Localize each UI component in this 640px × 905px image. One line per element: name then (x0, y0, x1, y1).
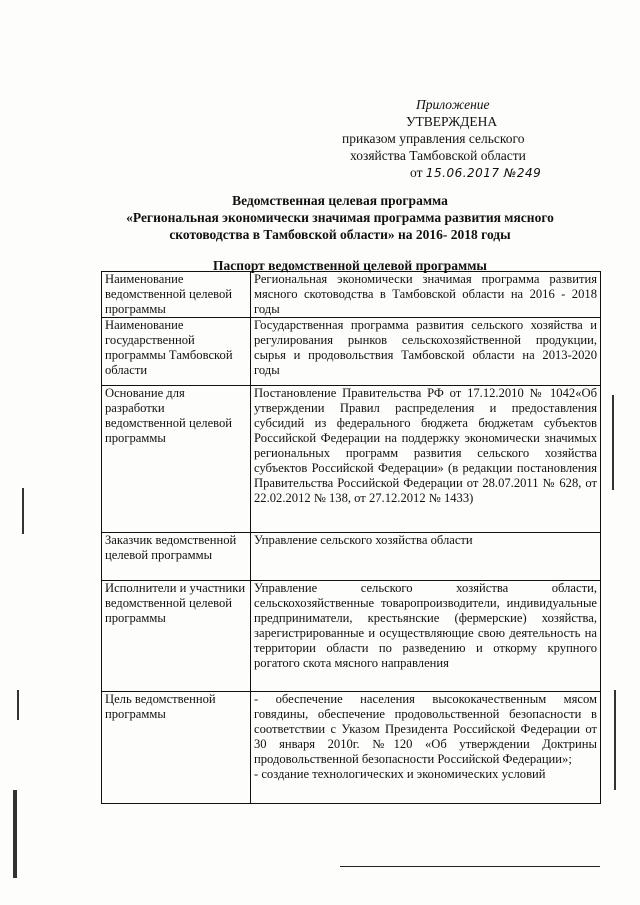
scan-mark (13, 790, 17, 878)
passport-heading: Паспорт ведомственной целевой программы (213, 258, 487, 273)
row-value (251, 692, 601, 804)
goal-bullet-1: - обеспечение населения высококачественным мясом говядины, обеспечение продовольственной безопасности в соответствии с Указом Президента Российской Федерации от 30 января 2010г. №120 «Об утверждении Доктрины продовольственной безопасности Российской Федерации»; (254, 692, 597, 766)
title-line-3: скотоводства в Тамбовской области» на 2016- 2018 годы (169, 227, 511, 242)
row-value: Региональная экономически значимая программа развития мясного скотоводства в Тамбовской области на 2016 - 2018 годы (251, 272, 601, 318)
date-prefix: от (410, 165, 423, 180)
bottom-rule (340, 866, 600, 867)
row-value: Постановление Правительства РФ от 17.12.2010 № 1042«Об утверждении Правил распределения и предоставления субсидий из федерального бюджета бюджетам субъектов Российской Федерации на поддержку экономически значимых региональных программ развития сельского хозяйства субъектов Российской Федерации» (в редакции постановления Правительства Российской Федерации от 28.07.2011 № 628, от 22.02.2012 № 138, от 27.12.2012 № 1433) (251, 386, 601, 533)
table-row (102, 272, 601, 318)
approved-label: УТВЕРЖДЕНА (406, 114, 498, 129)
passport-table (101, 271, 601, 804)
title-line-2: «Региональная экономически значимая программа развития мясного (126, 210, 554, 225)
goal-bullet-2: - создание технологических и экономических условий (254, 767, 546, 781)
scan-mark (22, 488, 24, 534)
row-value: Управление сельского хозяйства области, сельскохозяйственные товаропроизводители, индивидуальные предприниматели, крестьянские (фермерские) хозяйства, зарегистрированные и осуществляющие свою деятельность на территории области по разведению и откорму крупного рогатого скота мясного направления (251, 581, 601, 692)
table-row (102, 533, 601, 581)
row-label: Наименование государственной программы Тамбовской области (102, 318, 251, 386)
table-row (102, 386, 601, 533)
approval-order-line: приказом управления сельского (342, 131, 525, 146)
program-title (60, 192, 620, 243)
handwritten-date: 15.06.2017 №249 (425, 166, 542, 180)
title-line-1: Ведомственная целевая программа (232, 193, 448, 208)
row-value: Государственная программа развития сельского хозяйства и регулирования рынков сельскохозяйственной продукции, сырья и продовольствия Тамбовской области на 2013-2020 годы (251, 318, 601, 386)
table-row (102, 692, 601, 804)
scan-mark (17, 690, 19, 720)
row-label: Исполнители и участники ведомственной целевой программы (102, 581, 251, 692)
table-row (102, 318, 601, 386)
scan-mark (614, 690, 616, 790)
approval-date-line (330, 164, 580, 182)
row-label: Основание для разработки ведомственной целевой программы (102, 386, 251, 533)
row-value: Управление сельского хозяйства области (251, 533, 601, 581)
appendix-label: Приложение (416, 97, 490, 112)
row-label: Заказчик ведомственной целевой программы (102, 533, 251, 581)
scan-mark (612, 395, 614, 490)
table-row (102, 581, 601, 692)
approval-stamp (330, 96, 580, 182)
row-label: Цель ведомственной программы (102, 692, 251, 804)
approval-department-line: хозяйства Тамбовской области (350, 148, 526, 163)
row-label: Наименование ведомственной целевой программы (102, 272, 251, 318)
